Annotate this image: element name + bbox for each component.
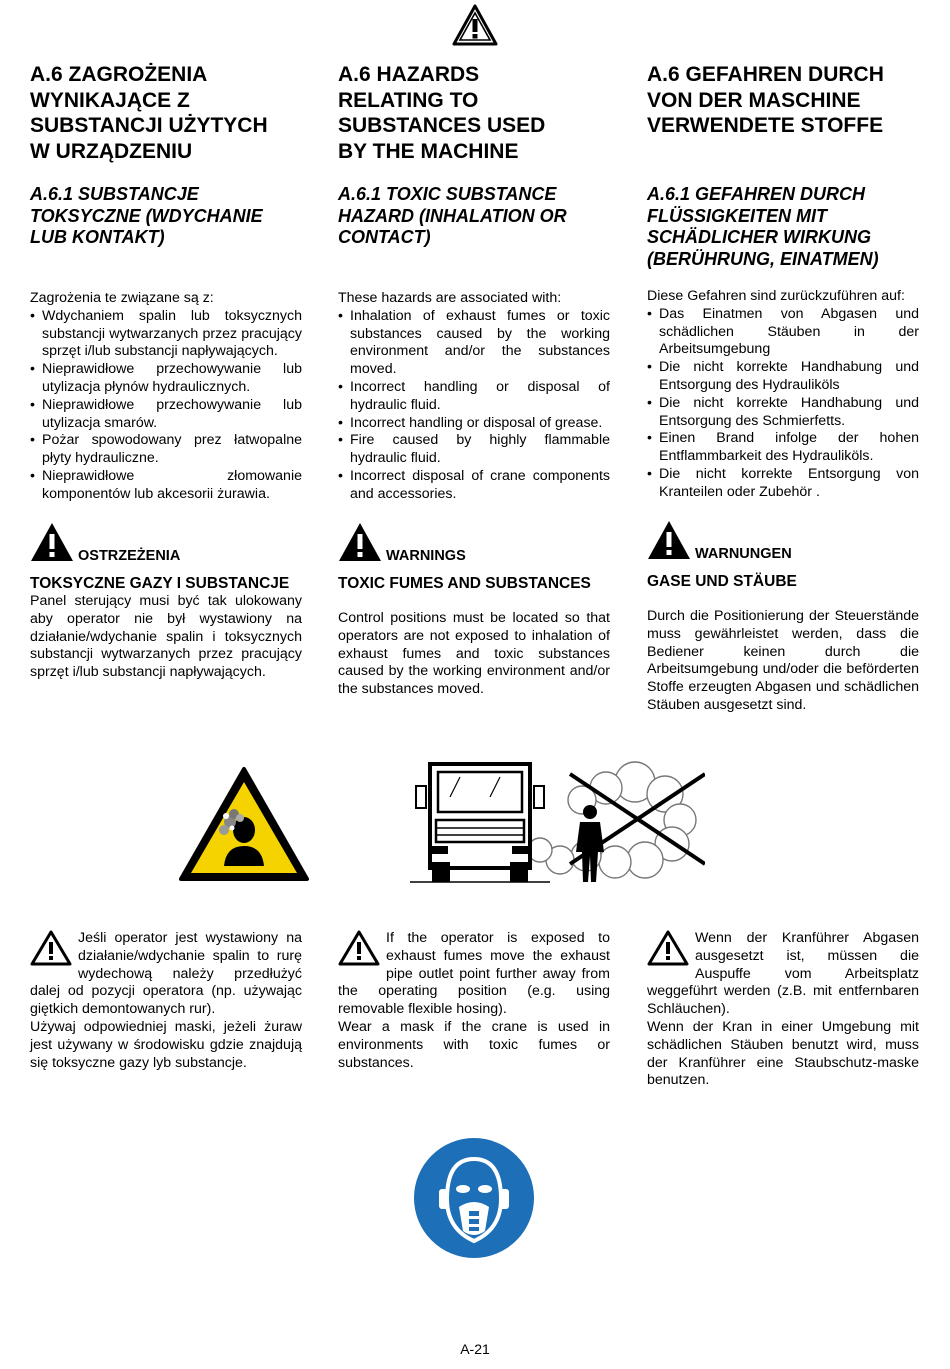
hazard-list [647,306,919,502]
subsection-title: A.6.1 SUBSTANCJE TOKSYCZNE (WDYCHANIE LUB KONTAKT) [30,184,263,247]
list-item: • Einen Brand infolge der hohen Entflammbarkeit des Hydrauliköls. [647,430,919,466]
note-text: Wenn der Kranführer Abgasen ausgesetzt ist, müssen die Auspuffe vom Arbeitsplatz weggeführt werden (z.B. mit entfernbaren Schläuchen). [647,930,919,1018]
list-item: • Incorrect handling or disposal of hydraulic fluid. [338,379,610,415]
intro-text: These hazards are associated with: [338,290,562,306]
list-item: • Pożar spowodowany prez łatwopalne płyty hydrauliczne. [30,432,302,468]
section-title: A.6 GEFAHREN DURCH VON DER MASCHINE VERWENDETE STOFFE [647,63,884,137]
list-item: • Die nicht korrekte Handhabung und Entsorgung des Schmierfetts. [647,395,919,431]
toxic-fumes-warning-sign [178,766,310,882]
warning-triangle-icon [338,522,382,562]
warning-block [338,522,610,699]
exposure-note [647,930,919,1090]
list-item: • Wdychaniem spalin lub toksycznych substancji wytwarzanych przez pracujący sprzęt i/lub substancji napływających. [30,308,302,361]
exposure-note [338,930,610,1072]
warning-triangle-icon [647,520,691,560]
warning-label: WARNUNGEN [695,546,792,562]
intro-text: Diese Gefahren sind zurückzuführen auf: [647,288,905,304]
list-item: • Inhalation of exhaust fumes or toxic substances caused by the working environment and/or the substances moved. [338,308,610,379]
warning-subtitle: TOKSYCZNE GAZY I SUBSTANCJE [30,575,290,592]
hazard-list [30,308,302,504]
warning-block [647,520,919,715]
mask-note-text: Wear a mask if the crane is used in environments with toxic fumes or substances. [338,1018,610,1071]
list-item: • Das Einatmen von Abgasen und schädlichen Stäuben in der Arbeitsumgebung [647,306,919,359]
list-item: • Die nicht korrekte Entsorgung von Kranteilen oder Zubehör . [647,466,919,502]
intro-text: Zagrożenia te związane są z: [30,290,214,306]
mask-note-text: Wenn der Kran in einer Umgebung mit schädlichen Stäuben benutzt wird, muss der Kranführer eine Staubschutz-maske benutzen. [647,1018,919,1089]
list-item: • Incorrect disposal of crane components and accessories. [338,468,610,504]
mask-note-text: Używaj odpowiedniej maski, jeżeli żuraw jest używany w środowisku gdzie znajdują się toksyczne gazy lyb substancje. [30,1018,302,1071]
section-title: A.6 HAZARDS RELATING TO SUBSTANCES USED BY THE MACHINE [338,63,546,163]
warning-subtitle: GASE UND STÄUBE [647,573,797,590]
truck-exhaust-prohibited-illustration [410,752,705,887]
warning-triangle-icon [452,4,498,46]
list-item: • Nieprawidłowe przechowywanie lub utylizacja smarów. [30,397,302,433]
warning-triangle-icon [30,930,72,966]
hazard-list [338,308,610,504]
section-title: A.6 ZAGROŻENIA WYNIKAJĄCE Z SUBSTANCJI UŻYTYCH W URZĄDZENIU [30,63,268,163]
warning-text: Panel sterujący musi być tak ulokowany aby operator nie był wystawiony na działanie/wdychanie spalin i toksycznych substancji wytwarzanych przez pracujący sprzęt i/lub substancji napływających. [30,593,302,681]
warning-label: WARNINGS [386,548,466,564]
warning-triangle-icon [30,522,74,562]
warning-subtitle: TOXIC FUMES AND SUBSTANCES [338,575,591,592]
warning-triangle-icon [647,930,689,966]
warning-text: Durch die Positionierung der Steuerstände muss gewährleistet werden, dass die Bediener keinen durch die Arbeitsumgebung und/oder die beförderten Stoffe erzeugten Abgasen und schädlichen Stäuben ausgesetzt sind. [647,608,919,713]
subsection-title: A.6.1 TOXIC SUBSTANCE HAZARD (INHALATION OR CONTACT) [338,184,567,247]
exposure-note [30,930,302,1072]
note-text: Jeśli operator jest wystawiony na działanie/wdychanie spalin to rurę wydechową należy przedłużyć dalej od pozycji operatora (np. używając giętkich demontowanych rur). [30,930,302,1018]
list-item: • Fire caused by highly flammable hydraulic fluid. [338,432,610,468]
warning-triangle-icon [338,930,380,966]
page-number: A-21 [460,1341,490,1357]
list-item: • Incorrect handling or disposal of grease. [338,415,610,433]
warning-text: Control positions must be located so that operators are not exposed to inhalation of exhaust fumes and toxic substances caused by the working environment and/or the substances moved. [338,610,610,698]
note-text: If the operator is exposed to exhaust fumes move the exhaust pipe outlet point further away from the operating position (e.g. using removable flexible hosing). [338,930,610,1018]
subsection-title: A.6.1 GEFAHREN DURCH FLÜSSIGKEITEN MIT SCHÄDLICHER WIRKUNG (BERÜHRUNG, EINATMEN) [647,184,879,269]
list-item: • Nieprawidłowe przechowywanie lub utylizacja płynów hydraulicznych. [30,361,302,397]
list-item: • Nieprawidłowe złomowanie komponentów lub akcesorii żurawia. [30,468,302,504]
warning-label: OSTRZEŻENIA [78,548,181,564]
warning-block [30,522,302,682]
list-item: • Die nicht korrekte Handhabung und Entsorgung des Hydrauliköls [647,359,919,395]
respirator-mask-mandatory-sign [413,1137,535,1259]
